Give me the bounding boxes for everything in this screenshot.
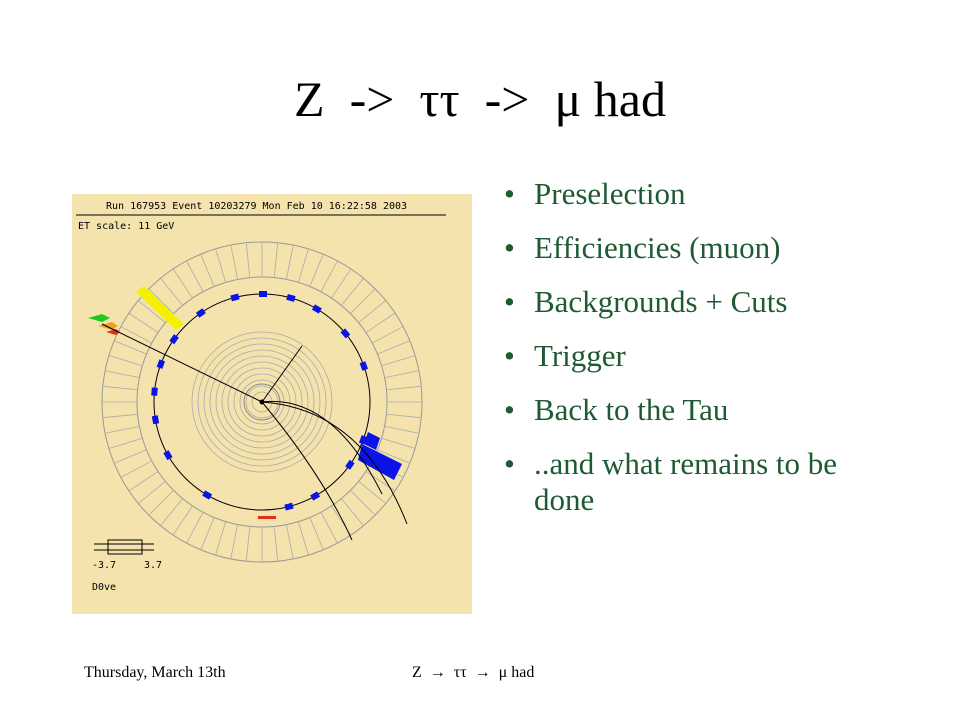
bullet-efficiencies: • Efficiencies (muon) (496, 230, 904, 266)
footer-date: Thursday, March 13th (84, 664, 226, 681)
event-display (72, 194, 472, 614)
slide-title: Z -> ττ -> μ had (294, 71, 666, 127)
bullet-backgrounds: • Backgrounds + Cuts (496, 284, 904, 320)
calo-deposit (151, 387, 158, 395)
calo-deposit (259, 291, 267, 297)
run-header: Run 167953 Event 10203279 Mon Feb 10 16:22:58 2003 (106, 201, 408, 212)
eta-max-label: 3.7 (144, 560, 163, 571)
footer-title: Z → ττ → μ had (412, 664, 535, 681)
bullet-trigger: • Trigger (496, 338, 904, 374)
bullet-back-to-tau: • Back to the Tau (496, 392, 904, 428)
bullet-preselection: • Preselection (496, 176, 904, 212)
eta-min-label: -3.7 (92, 560, 117, 571)
bullet-remains: • ..and what remains to be done (496, 446, 904, 518)
bullet-list (496, 176, 904, 536)
et-scale-label: ET scale: 11 GeV (78, 221, 175, 232)
d0ve-label: D0ve (92, 582, 117, 593)
vertex-point (260, 400, 265, 405)
marker-red-bottom (258, 516, 276, 519)
